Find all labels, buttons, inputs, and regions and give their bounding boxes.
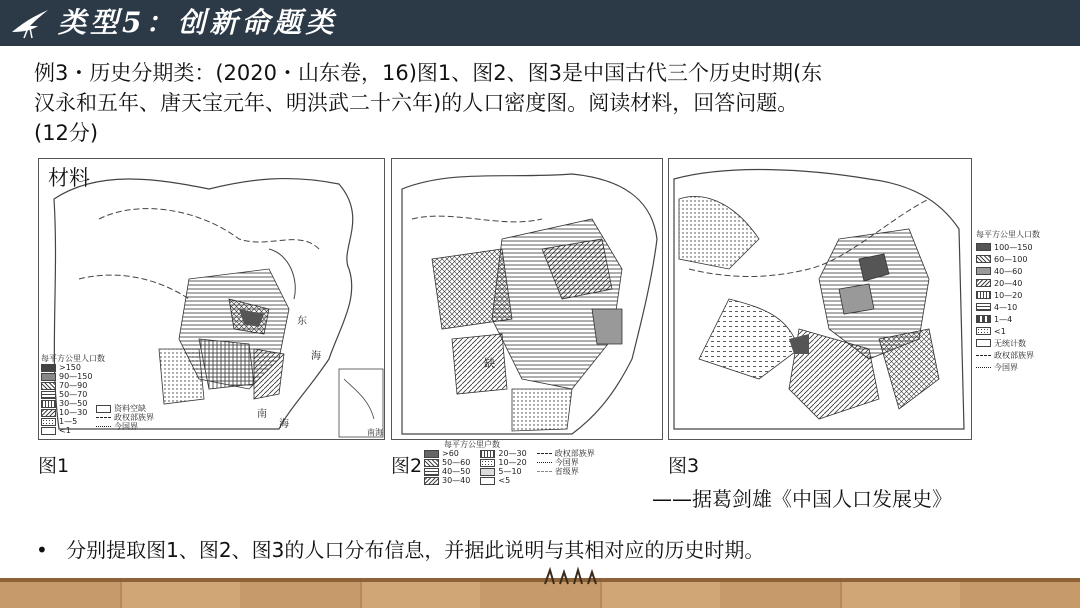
figure-2-label: 图2 bbox=[391, 455, 423, 477]
intro-line: (12分) bbox=[34, 121, 99, 145]
legend-item: <1 bbox=[994, 326, 1006, 336]
legend-swatch bbox=[424, 468, 439, 476]
title-bar bbox=[0, 0, 1080, 46]
figure-3-label: 图3 bbox=[668, 455, 700, 477]
legend-swatch bbox=[96, 405, 111, 413]
ornament-icon bbox=[540, 566, 600, 586]
legend-swatch bbox=[41, 400, 56, 408]
crane-icon bbox=[8, 4, 52, 42]
legend-swatch bbox=[424, 477, 439, 485]
question-bullet bbox=[36, 534, 764, 563]
legend-item: 1—4 bbox=[994, 314, 1013, 324]
legend-item: 政权部族界 bbox=[994, 350, 1034, 360]
legend-item: 90—150 bbox=[59, 372, 93, 381]
legend-swatch bbox=[41, 364, 56, 372]
material-label: 材料 bbox=[48, 166, 90, 190]
legend-title: 每平方公里人口数 bbox=[976, 230, 1040, 239]
legend-swatch bbox=[480, 477, 495, 485]
legend-swatch bbox=[976, 303, 991, 311]
map-label: 缺 bbox=[484, 357, 495, 370]
legend-swatch bbox=[41, 391, 56, 399]
legend-item: 40—60 bbox=[994, 266, 1023, 276]
intro-line: 例3・历史分期类：(2020・山东卷，16)图1、图2、图3是中国古代三个历史时期(东 bbox=[34, 61, 823, 85]
legend-item: 100—150 bbox=[994, 242, 1033, 252]
legend-line bbox=[96, 417, 111, 418]
legend-swatch bbox=[41, 382, 56, 390]
legend-item: 70—90 bbox=[59, 381, 88, 390]
legend-item: 今国界 bbox=[114, 422, 138, 431]
legend-item: 50—70 bbox=[59, 390, 88, 399]
legend-line bbox=[976, 355, 991, 356]
legend-swatch bbox=[41, 373, 56, 381]
legend-item: 省级界 bbox=[554, 467, 579, 476]
legend-line bbox=[96, 426, 111, 427]
slide-title: 类型5：创新命题类 bbox=[58, 6, 338, 39]
legend-item: <1 bbox=[59, 426, 71, 435]
legend-item: >150 bbox=[59, 363, 81, 372]
question-intro bbox=[34, 58, 1054, 148]
legend-swatch bbox=[41, 418, 56, 426]
legend-item: 1—5 bbox=[59, 417, 78, 426]
legend-line bbox=[537, 462, 552, 463]
legend-swatch bbox=[41, 409, 56, 417]
legend-swatch bbox=[976, 291, 991, 299]
legend-swatch bbox=[424, 450, 439, 458]
legend-item: 资料空缺 bbox=[114, 404, 146, 413]
sea-label: 海 bbox=[311, 351, 321, 362]
legend-item: 10—30 bbox=[59, 408, 88, 417]
legend-item: 30—40 bbox=[442, 476, 471, 485]
figure-1-legend-boundaries bbox=[96, 404, 154, 431]
population-map-figure-3 bbox=[668, 158, 972, 440]
intro-line: 汉永和五年、唐天宝元年、明洪武二十六年)的人口密度图。阅读材料，回答问题。 bbox=[34, 91, 799, 115]
legend-item: 5—10 bbox=[498, 467, 522, 476]
figure-2-legend bbox=[424, 440, 664, 485]
inset-label: 南海 bbox=[367, 428, 383, 437]
legend-swatch bbox=[480, 468, 495, 476]
legend-swatch bbox=[480, 459, 495, 467]
population-map-figure-2 bbox=[391, 158, 663, 440]
figure-3-legend bbox=[976, 230, 1076, 373]
legend-swatch bbox=[424, 459, 439, 467]
legend-item: 60—100 bbox=[994, 254, 1028, 264]
legend-item: 50—60 bbox=[442, 458, 471, 467]
legend-item: >60 bbox=[442, 449, 459, 458]
legend-item: 政权部族界 bbox=[554, 449, 595, 458]
source-citation: ——据葛剑雄《中国人口发展史》 bbox=[652, 487, 952, 511]
sea-label: 海 bbox=[279, 419, 289, 430]
legend-line bbox=[976, 367, 991, 368]
legend-item: 政权部族界 bbox=[114, 413, 154, 422]
legend-swatch bbox=[976, 327, 991, 335]
legend-line bbox=[537, 453, 552, 454]
sea-label: 东 bbox=[297, 316, 307, 327]
legend-swatch bbox=[976, 339, 991, 347]
legend-swatch bbox=[41, 427, 56, 435]
legend-line bbox=[537, 471, 552, 472]
legend-swatch bbox=[976, 279, 991, 287]
legend-swatch bbox=[480, 450, 495, 458]
bullet-marker: • bbox=[36, 538, 48, 562]
figure-1-label: 图1 bbox=[38, 455, 70, 477]
legend-title: 每平方公里人口数 bbox=[41, 354, 105, 363]
legend-item: 20—40 bbox=[994, 278, 1023, 288]
legend-item: 无统计数 bbox=[994, 338, 1026, 348]
legend-item: 30—50 bbox=[59, 399, 88, 408]
legend-item: 今国界 bbox=[994, 362, 1018, 372]
legend-item: <5 bbox=[498, 476, 511, 485]
legend-swatch bbox=[976, 267, 991, 275]
legend-item: 40—50 bbox=[442, 467, 471, 476]
legend-swatch bbox=[976, 243, 991, 251]
legend-swatch bbox=[976, 315, 991, 323]
question-text: 分别提取图1、图2、图3的人口分布信息，并据此说明与其相对应的历史时期。 bbox=[66, 538, 765, 562]
legend-item: 10—20 bbox=[498, 458, 527, 467]
legend-item: 10—20 bbox=[994, 290, 1023, 300]
legend-swatch bbox=[976, 255, 991, 263]
legend-item: 20—30 bbox=[498, 449, 527, 458]
sea-label: 南 bbox=[257, 409, 267, 420]
legend-title: 每平方公里户数 bbox=[444, 440, 500, 449]
legend-item: 今国界 bbox=[554, 458, 579, 467]
legend-item: 4—10 bbox=[994, 302, 1018, 312]
